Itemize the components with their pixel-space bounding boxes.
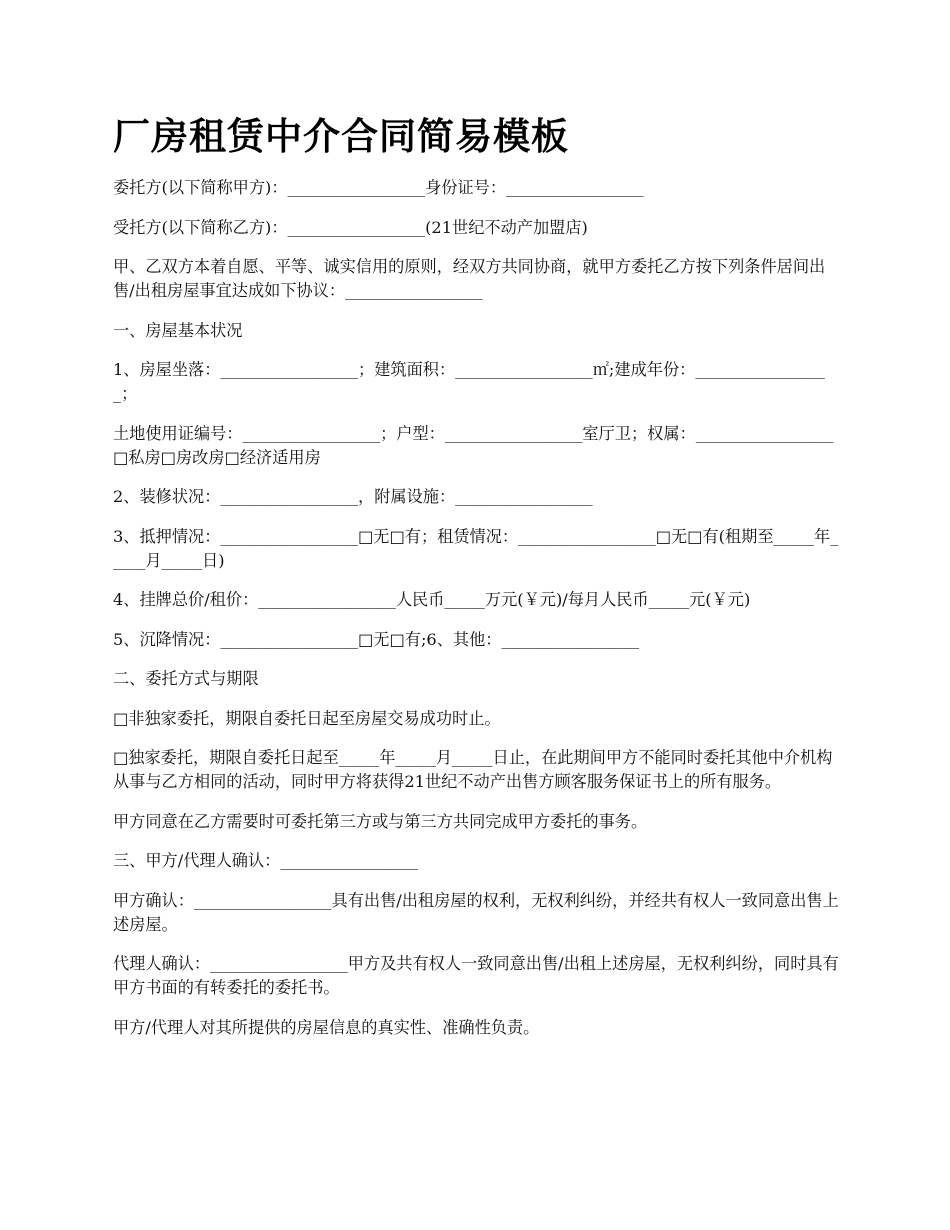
paragraph-exclusive: □独家委托，期限自委托日起至_____年_____月_____日止，在此期间甲方不能同时委托其他中介机构从事与乙方相同的活动，同时甲方将获得21世纪不动产出售方顾客服务保证书上的所有服务。 xyxy=(113,748,833,791)
section-heading-property-status: 一、房屋基本状况 xyxy=(113,320,243,340)
document-title: 厂房租赁中介合同简易模板 xyxy=(113,115,569,158)
paragraph-listing-price: 4、挂牌总价/租价：_________________人民币_____万元(￥元)/每月人民币_____元(￥元) xyxy=(113,590,751,609)
paragraph-accuracy-responsibility: 甲方/代理人对其所提供的房屋信息的真实性、准确性负责。 xyxy=(113,1017,540,1037)
section-heading-confirmation: 三、甲方/代理人确认：_________________ xyxy=(113,851,418,870)
section-heading-entrustment: 二、委托方式与期限 xyxy=(113,669,259,688)
paragraph-settlement-status: 5、沉降情况：_________________□无□有;6、其他：_________________ xyxy=(113,629,640,649)
paragraph-principal-confirmation: 甲方确认：_________________具有出售/出租房屋的权利，无权利纠纷，并经共有权人一致同意出售上述房屋。 xyxy=(113,890,839,934)
paragraph-mortgage-status: 3、抵押情况：_________________□无□有；租赁情况：_________________□无□有(租期至_____年_____月_____日) xyxy=(113,526,839,570)
paragraph-decoration-status: 2、装修状况：_________________，附属设施：_________________ xyxy=(113,487,593,506)
paragraph-agent-confirmation: 代理人确认：_________________甲方及共有权人一致同意出售/出租上述房屋，无权利纠纷，同时具有甲方书面的有转委托的委托书。 xyxy=(113,954,839,997)
paragraph-property-location: 1、房屋坐落：_________________；建筑面积：_________________㎡;建成年份：_________________； xyxy=(113,360,825,403)
paragraph-agreement-intro: 甲、乙双方本着自愿、平等、诚实信用的原则，经双方共同协商，就甲方委托乙方按下列条件居间出售/出租房屋事宜达成如下协议：_________________ xyxy=(113,257,826,300)
document-page xyxy=(113,112,843,1055)
paragraph-third-party-consent: 甲方同意在乙方需要时可委托第三方或与第三方共同完成甲方委托的事务。 xyxy=(113,811,648,831)
paragraph-non-exclusive: □非独家委托，期限自委托日起至房屋交易成功时止。 xyxy=(113,708,501,728)
paragraph-agent-party: 受托方(以下简称乙方)：_________________(21世纪不动产加盟店) xyxy=(113,217,588,237)
paragraph-land-certificate: 土地使用证编号：_________________；户型：_________________室厅卫；权属：_________________□私房□房改房□经济适用房 xyxy=(113,423,834,467)
paragraph-principal-party: 委托方(以下简称甲方)：_________________身份证号：_________________ xyxy=(113,178,644,197)
